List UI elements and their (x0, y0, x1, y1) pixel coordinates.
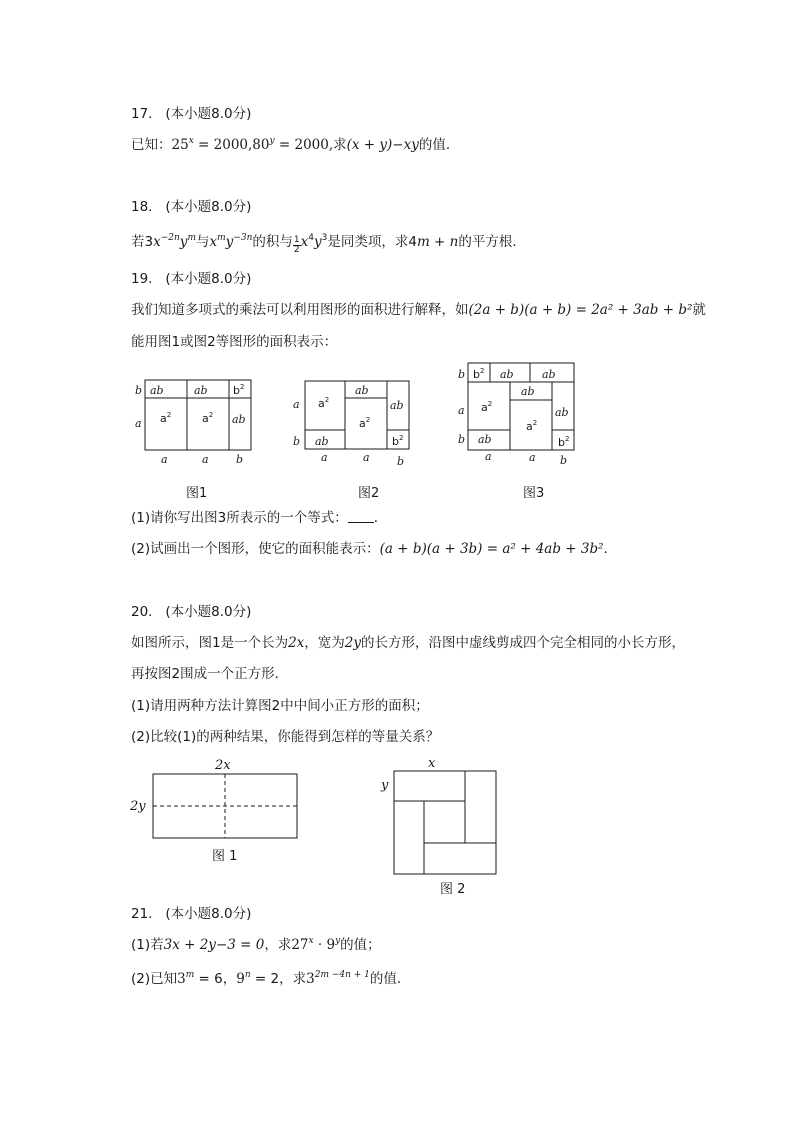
label-ab: ab (555, 406, 569, 419)
q19-line2: 能用图1或图2等图形的面积表示： (131, 334, 338, 350)
label-ab: ab (232, 413, 246, 426)
label-ab: ab (542, 368, 556, 381)
q19-figure-3 (452, 358, 587, 468)
label-y: y (381, 778, 389, 793)
q19-caption-3: 图3 (523, 486, 545, 501)
q19-caption-2: 图2 (358, 486, 380, 501)
question-number: 19. (131, 271, 153, 287)
q17-body: 已知：$25^x = 2000,80^y = 2000$,求(x + y)−xy的值． (131, 136, 460, 153)
question-number: 21. (131, 906, 153, 922)
label-b: b (458, 368, 466, 381)
label-a: a (321, 451, 328, 464)
q19-figure-2 (288, 375, 418, 470)
label-a-squared: $a^2$ (202, 411, 214, 425)
label-a: a (485, 450, 492, 463)
label-ab: ab (500, 368, 514, 381)
label-b: b (293, 435, 301, 448)
label-a: a (202, 453, 209, 466)
label-a-squared: $a^2$ (318, 396, 330, 410)
q19-part2: (2)试画出一个图形，使它的面积能表示：(a + b)(a + 3b) = a² + 4ab + 3b²． (131, 541, 618, 557)
label-a: a (135, 417, 142, 430)
label-b: b (397, 455, 405, 468)
label-b-squared: $b^2$ (392, 434, 404, 448)
q21-part2: (2)已知$3^m = 6$，$9^n = 2$，求$3^{2m -4n + 1}$的值． (131, 970, 411, 987)
question-score: (本小题8.0分) (165, 106, 252, 122)
question-score: (本小题8.0分) (165, 604, 252, 620)
q21-part1: (1)若3x + 2y−3 = 0，求$27^x \cdot 9^y$的值； (131, 936, 381, 953)
q21-header (131, 905, 251, 923)
q20-figure-2 (375, 752, 505, 877)
question-score: (本小题8.0分) (165, 271, 252, 287)
label-2y: 2y (130, 799, 146, 814)
label-a-squared: $a^2$ (526, 419, 538, 433)
label-a: a (161, 453, 168, 466)
label-a-squared: $a^2$ (359, 416, 371, 430)
answer-blank[interactable] (348, 510, 374, 523)
label-b: b (135, 384, 143, 397)
question-number: 17. (131, 106, 153, 122)
q19-header (131, 270, 251, 288)
label-b: b (458, 433, 466, 446)
q19-line1: 我们知道多项式的乘法可以利用图形的面积进行解释，如(2a + b)(a + b) = 2a² + 3ab + b²就 (131, 302, 706, 318)
label-2x: 2x (215, 758, 231, 773)
label-a-squared: $a^2$ (160, 411, 172, 425)
label-b: b (236, 453, 244, 466)
label-ab: ab (478, 433, 492, 446)
label-ab: ab (315, 435, 329, 448)
q20-line2: 再按图2围成一个正方形． (131, 666, 289, 682)
label-ab: ab (355, 384, 369, 397)
label-ab: ab (390, 399, 404, 412)
q19-figure-1 (130, 375, 260, 470)
fraction-one-half: $\frac{1}{2}$ (293, 235, 300, 255)
label-a: a (293, 398, 300, 411)
q20-line1: 如图所示，图1是一个长为2x，宽为2y的长方形，沿图中虚线剪成四个完全相同的小长方形， (131, 635, 686, 651)
label-ab: ab (194, 384, 208, 397)
label-b: b (560, 454, 568, 467)
q20-part1: (1)请用两种方法计算图2中中间小正方形的面积； (131, 698, 429, 714)
label-b-squared: $b^2$ (233, 383, 245, 397)
q18-header (131, 198, 251, 216)
question-score: (本小题8.0分) (165, 906, 252, 922)
question-number: 18. (131, 199, 153, 215)
q18-body: 若$3x^{-2n}y^m$与$x^my^{-3n}$的积与 $\frac{1}{2}$ $x^4y^3$是同类项，求4m + n的平方根． (131, 233, 526, 255)
q20-figure-1 (125, 752, 310, 842)
question-number: 20. (131, 604, 153, 620)
label-ab: ab (150, 384, 164, 397)
q20-caption-2: 图 2 (440, 882, 466, 897)
q20-caption-1: 图 1 (212, 849, 238, 864)
question-score: (本小题8.0分) (165, 199, 252, 215)
q20-part2: (2)比较(1)的两种结果，你能得到怎样的等量关系？ (131, 729, 440, 745)
q20-header (131, 603, 251, 621)
label-a: a (529, 451, 536, 464)
label-x: x (428, 756, 436, 771)
q17-header (131, 105, 251, 123)
label-a: a (458, 404, 465, 417)
label-b-squared: $b^2$ (473, 367, 485, 381)
label-a-squared: $a^2$ (481, 400, 493, 414)
label-a: a (363, 451, 370, 464)
q19-part1: (1)请你写出图3所表示的一个等式： ． (131, 510, 388, 526)
label-ab: ab (521, 385, 535, 398)
q19-caption-1: 图1 (186, 486, 208, 501)
label-b-squared: $b^2$ (558, 435, 570, 449)
